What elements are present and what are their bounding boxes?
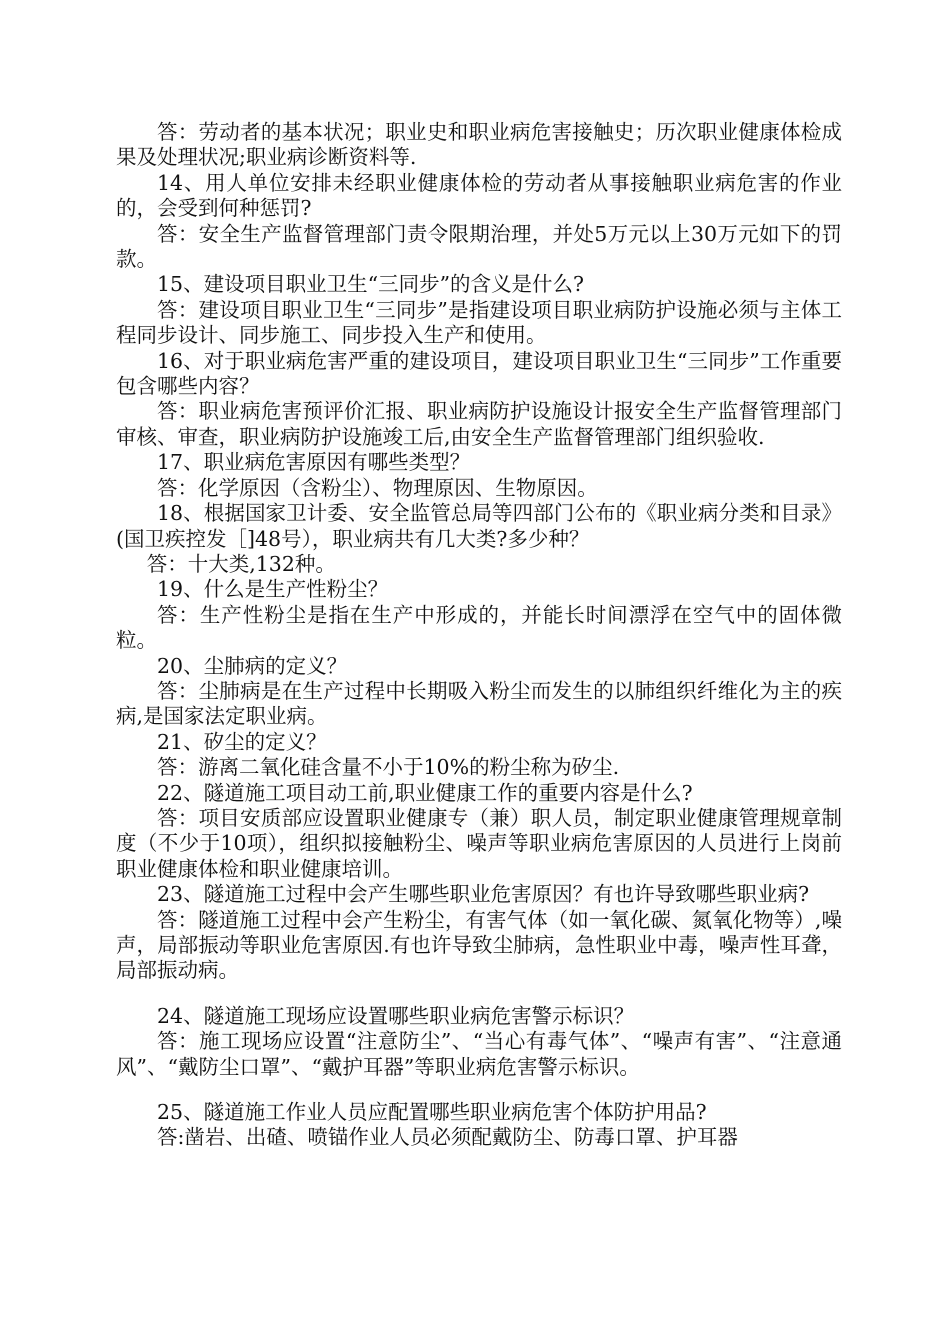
answer-20: 答：尘肺病是在生产过程中长期吸入粉尘而发生的以肺组织纤维化为主的疾病,是国家法定职业病。 bbox=[116, 678, 842, 729]
question-20: 20、尘肺病的定义？ bbox=[157, 653, 348, 678]
paragraph-gap bbox=[116, 984, 842, 1004]
question-21: 21、矽尘的定义？ bbox=[157, 729, 327, 754]
question-23: 23、隧道施工过程中会产生哪些职业危害原因？有也许导致哪些职业病? bbox=[157, 882, 810, 907]
answer-21: 答：游离二氧化硅含量不小于10%的粉尘称为矽尘. bbox=[157, 755, 620, 780]
answer-24: 答：施工现场应设置“注意防尘”、“当心有毒气体”、“噪声有害”、“注意通风”、“戴防尘口罩”、“戴护耳器”等职业病危害警示标识。 bbox=[116, 1029, 842, 1079]
document-page bbox=[116, 120, 842, 1151]
question-18: 18、根据国家卫计委、安全监管总局等四部门公布的《职业病分类和目录》(国卫疾控发［]48号），职业病共有几大类?多少种？ bbox=[116, 501, 842, 551]
answer-23: 答：隧道施工过程中会产生粉尘，有害气体（如一氧化碳、氮氧化物等）,噪声，局部振动等职业危害原因.有也许导致尘肺病，急性职业中毒，噪声性耳聋，局部振动病。 bbox=[116, 907, 842, 983]
answer-13: 答：劳动者的基本状况；职业史和职业病危害接触史；历次职业健康体检成果及处理状况;职业病诊断资料等. bbox=[116, 120, 842, 170]
answer-22: 答：项目安质部应设置职业健康专（兼）职人员，制定职业健康管理规章制度（不少于10项），组织拟接触粉尘、噪声等职业病危害原因的人员进行上岗前职业健康体检和职业健康培训。 bbox=[116, 805, 842, 881]
answer-25: 答:凿岩、出碴、喷锚作业人员必须配戴防尘、防毒口罩、护耳器 bbox=[157, 1125, 738, 1150]
answer-17: 答：化学原因（含粉尘）、物理原因、生物原因。 bbox=[157, 475, 598, 500]
answer-18: 答：十大类,132种。 bbox=[146, 551, 336, 576]
question-22: 22、隧道施工项目动工前,职业健康工作的重要内容是什么? bbox=[157, 780, 693, 805]
answer-19: 答：生产性粉尘是指在生产中形成的，并能长时间漂浮在空气中的固体微粒。 bbox=[116, 602, 842, 653]
question-19: 19、什么是生产性粉尘？ bbox=[157, 577, 389, 602]
answer-15: 答：建设项目职业卫生“三同步”是指建设项目职业病防护设施必须与主体工程同步设计、同步施工、同步投入生产和使用。 bbox=[116, 297, 842, 348]
answer-14: 答：安全生产监督管理部门责令限期治理，并处5万元以上30万元如下的罚款。 bbox=[116, 221, 842, 272]
paragraph-gap bbox=[116, 1080, 842, 1100]
question-24: 24、隧道施工现场应设置哪些职业病危害警示标识？ bbox=[157, 1003, 635, 1028]
question-17: 17、职业病危害原因有哪些类型？ bbox=[157, 450, 471, 475]
question-14: 14、用人单位安排未经职业健康体检的劳动者从事接触职业病危害的作业的，会受到何种惩罚? bbox=[116, 170, 842, 221]
question-25: 25、隧道施工作业人员应配置哪些职业病危害个体防护用品? bbox=[157, 1100, 707, 1125]
question-15: 15、建设项目职业卫生“三同步”的含义是什么? bbox=[157, 272, 585, 297]
question-16: 16、对于职业病危害严重的建设项目，建设项目职业卫生“三同步”工作重要包含哪些内容？ bbox=[116, 348, 842, 399]
answer-16: 答：职业病危害预评价汇报、职业病防护设施设计报安全生产监督管理部门审核、审查，职业病防护设施竣工后,由安全生产监督管理部门组织验收. bbox=[116, 399, 842, 449]
